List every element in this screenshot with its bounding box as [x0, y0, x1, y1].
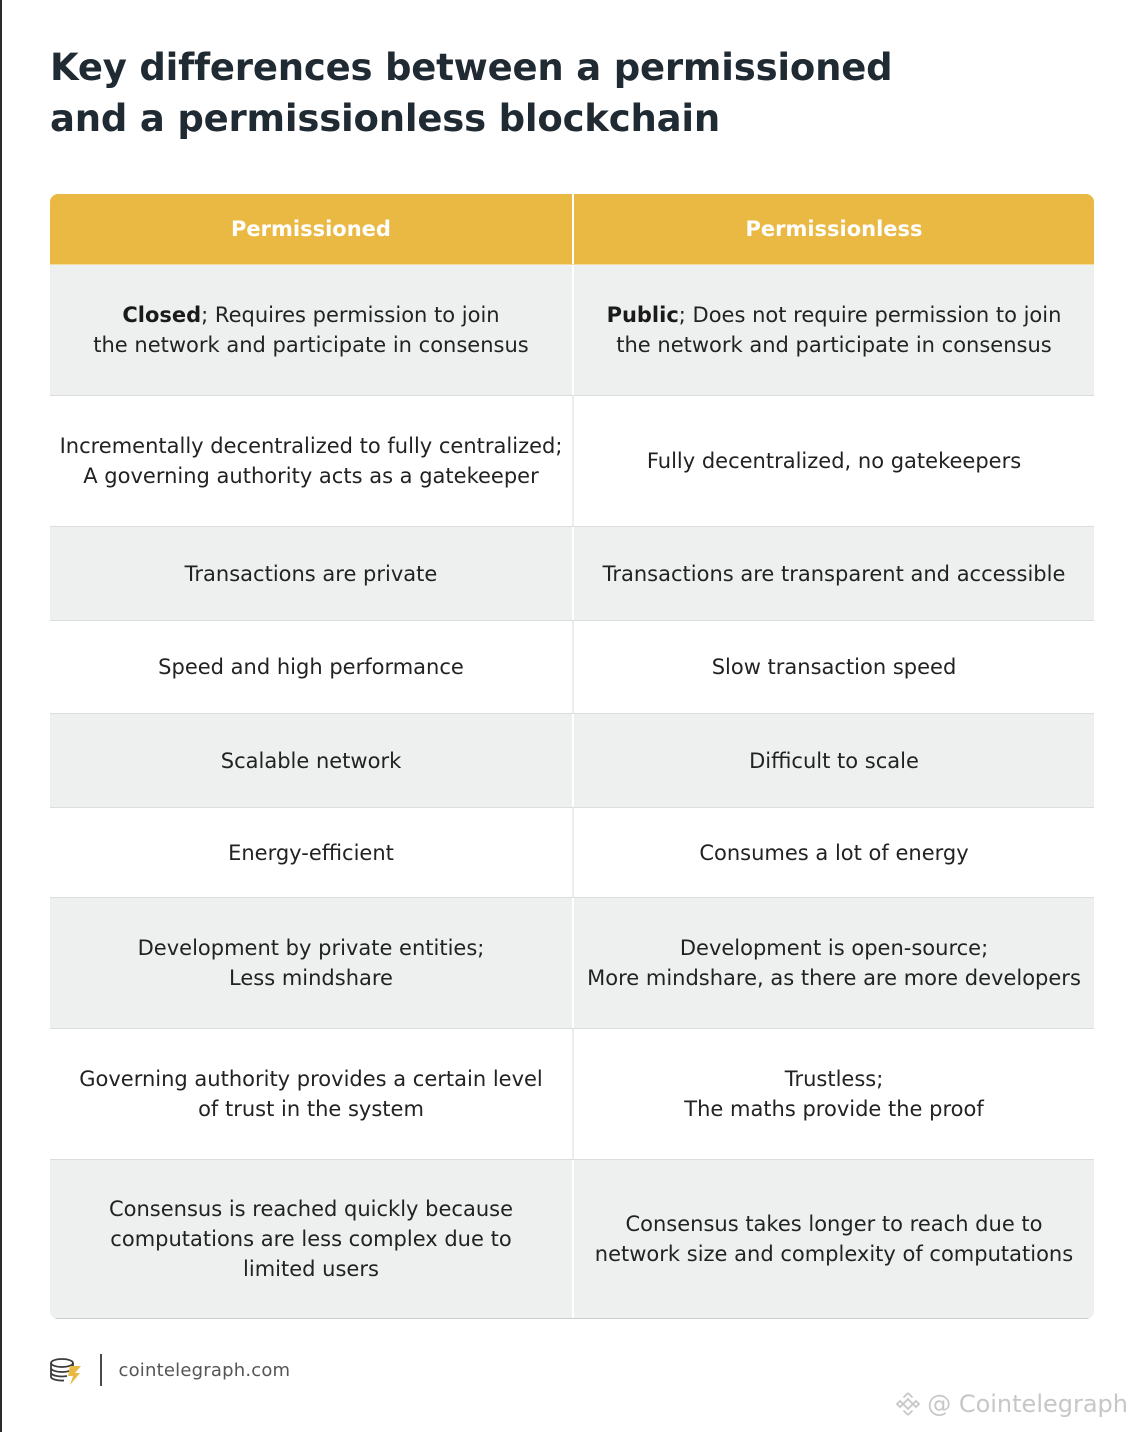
cell-line-text: computations are less complex due to	[110, 1227, 512, 1251]
cell-line-text: ; Does not require permission to join	[678, 303, 1062, 327]
cell-line-text: network size and complexity of computations	[594, 1242, 1074, 1266]
cell-permissionless	[572, 265, 1094, 395]
cell-text	[684, 1064, 984, 1124]
cell-line-text: Trustless;	[784, 1067, 884, 1091]
table-row	[50, 1029, 1094, 1160]
cell-line-text: Energy-efficient	[228, 840, 394, 865]
cell-text	[595, 1209, 1073, 1269]
cell-text	[647, 446, 1021, 476]
page-title-line-1: Key differences between a permissioned	[50, 46, 893, 89]
cell-line-text: Speed and high performance	[158, 655, 464, 679]
cell-line-text: More mindshare, as there are more developers	[587, 966, 1081, 990]
cell-permissioned	[50, 714, 572, 807]
cell-permissioned	[50, 808, 572, 897]
table-row	[50, 714, 1094, 808]
cell-line-text: the network and participate in consensus	[616, 333, 1052, 357]
cell-line-text: of trust in the system	[198, 1097, 424, 1121]
cell-permissioned	[50, 265, 572, 395]
watermark	[895, 1390, 1128, 1418]
cell-permissionless	[572, 714, 1094, 807]
cell-line-text: ; Requires permission to join	[201, 303, 500, 327]
cell-line	[684, 1094, 984, 1124]
cell-line	[93, 330, 528, 360]
cell-line	[109, 1194, 513, 1224]
cell-line-text: Difficult to scale	[749, 748, 919, 773]
cell-line	[221, 746, 402, 776]
cell-line-text: Scalable network	[220, 748, 402, 773]
cell-line-text: the network and participate in consensus	[93, 333, 529, 357]
cell-permissioned	[50, 527, 572, 620]
cointelegraph-logo-icon	[48, 1354, 84, 1386]
cell-line-text: Incrementally decentralized to fully centralized;	[59, 434, 563, 458]
cell-line	[138, 933, 485, 963]
binance-logo-icon	[895, 1391, 921, 1417]
cell-line-text: The maths provide the proof	[684, 1097, 984, 1121]
cell-line-text: Transactions are private	[184, 561, 438, 586]
cell-permissionless	[572, 621, 1094, 713]
cell-line	[749, 746, 919, 776]
cell-line	[712, 652, 957, 682]
cell-line-text: Development by private entities;	[137, 936, 485, 960]
cell-line	[587, 933, 1081, 963]
cell-text	[749, 746, 919, 776]
table-body	[50, 265, 1094, 1319]
cell-line-text: Fully decentralized, no gatekeepers	[646, 449, 1022, 473]
cell-line-text: Transactions are transparent and accessible	[602, 561, 1066, 586]
cell-line-text: Slow transaction speed	[711, 655, 957, 679]
comparison-table	[50, 194, 1094, 1319]
cell-text	[603, 559, 1066, 589]
cell-line	[684, 1064, 984, 1094]
cell-line-text: Development is open-source;	[679, 936, 989, 960]
cell-line	[607, 300, 1062, 330]
cell-permissioned	[50, 621, 572, 713]
cell-text	[228, 838, 394, 868]
cell-line	[595, 1239, 1073, 1269]
page-title-line-2: and a permissionless blockchain	[50, 97, 720, 140]
cell-line-text: A governing authority acts as a gatekeeper	[83, 464, 539, 488]
cell-line	[138, 963, 485, 993]
cell-text	[712, 652, 957, 682]
table-header-row	[50, 194, 1094, 265]
table-row	[50, 808, 1094, 898]
cell-line	[603, 559, 1066, 589]
cell-line-text: Consumes a lot of energy	[699, 840, 969, 865]
cell-line	[109, 1254, 513, 1284]
cell-line-text: Consensus is reached quickly because	[108, 1197, 513, 1221]
cell-permissioned	[50, 898, 572, 1028]
cell-lead-term: Closed	[122, 303, 202, 327]
footer-url[interactable]: cointelegraph.com	[118, 1359, 291, 1381]
cell-line	[228, 838, 394, 868]
cell-line	[79, 1094, 543, 1124]
footer	[48, 1352, 290, 1388]
cell-text	[79, 1064, 543, 1124]
cell-permissioned	[50, 1160, 572, 1318]
cell-line	[607, 330, 1062, 360]
cell-line-text: limited users	[243, 1257, 379, 1281]
cell-line	[60, 461, 563, 491]
watermark-text: @ Cointelegraph	[927, 1390, 1128, 1418]
cell-permissionless	[572, 396, 1094, 526]
cell-permissionless	[572, 808, 1094, 897]
table-row	[50, 527, 1094, 621]
footer-divider	[100, 1354, 102, 1386]
cell-permissionless	[572, 527, 1094, 620]
cell-line	[185, 559, 438, 589]
cell-text	[158, 652, 464, 682]
cell-line-text: Consensus takes longer to reach due to	[625, 1212, 1043, 1236]
cell-permissionless	[572, 1160, 1094, 1318]
table-row	[50, 396, 1094, 527]
cell-text	[587, 933, 1081, 993]
cell-line	[79, 1064, 543, 1094]
cell-text	[185, 559, 438, 589]
cell-line	[60, 431, 563, 461]
cell-text	[221, 746, 402, 776]
cell-line	[699, 838, 968, 868]
left-border	[0, 0, 2, 1432]
header-permissionless: Permissionless	[572, 194, 1094, 264]
cell-permissionless	[572, 1029, 1094, 1159]
cell-line-text: Governing authority provides a certain level	[79, 1067, 543, 1091]
cell-line	[647, 446, 1021, 476]
page-title	[50, 42, 950, 144]
cell-line	[587, 963, 1081, 993]
cell-line-text: Less mindshare	[229, 966, 393, 990]
cell-permissioned	[50, 396, 572, 526]
cell-text	[93, 300, 528, 360]
table-row	[50, 265, 1094, 396]
cell-lead-term: Public	[606, 303, 679, 327]
table-row	[50, 898, 1094, 1029]
cell-line	[158, 652, 464, 682]
cell-line	[93, 300, 528, 330]
cell-text	[699, 838, 968, 868]
cell-permissioned	[50, 1029, 572, 1159]
header-permissioned: Permissioned	[50, 194, 572, 264]
cell-line	[595, 1209, 1073, 1239]
table-row	[50, 1160, 1094, 1319]
cell-line	[109, 1224, 513, 1254]
cell-text	[607, 300, 1062, 360]
cell-text	[60, 431, 563, 491]
table-row	[50, 621, 1094, 714]
cell-permissionless	[572, 898, 1094, 1028]
cell-text	[138, 933, 485, 993]
cell-text	[109, 1194, 513, 1284]
